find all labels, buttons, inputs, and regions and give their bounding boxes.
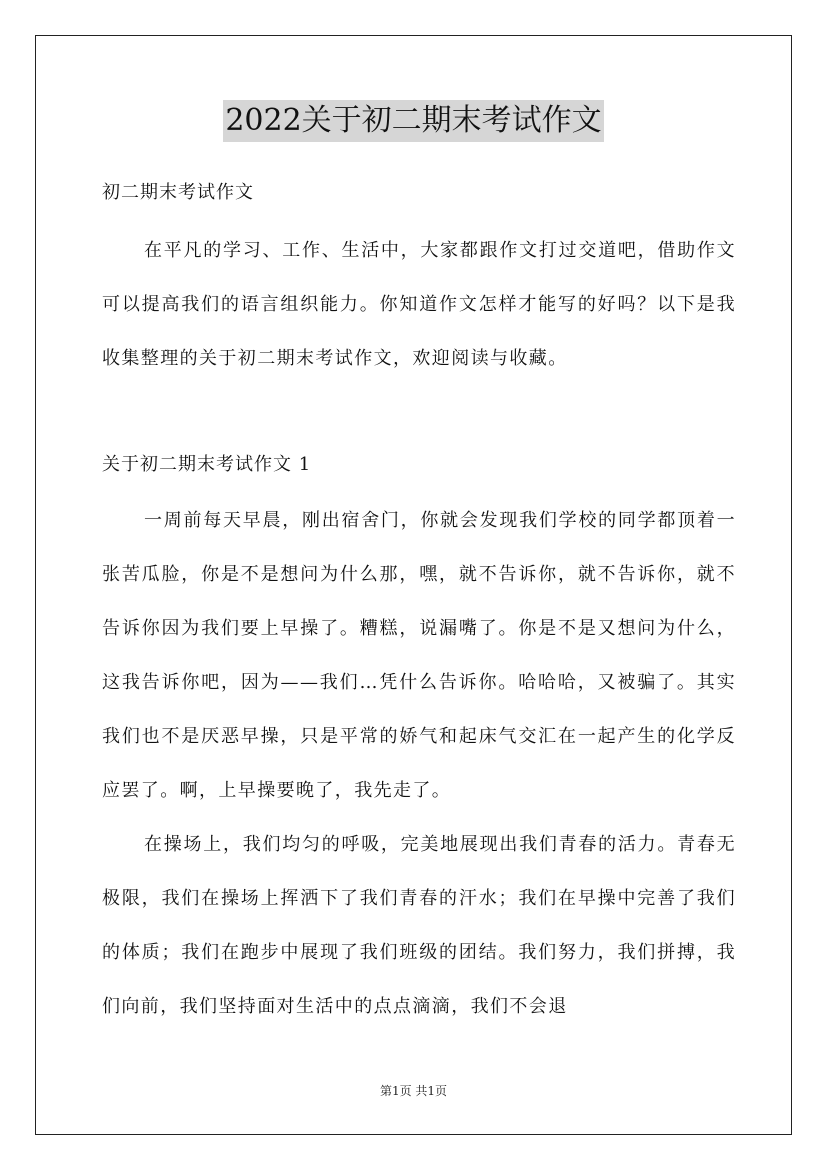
title-container — [0, 100, 827, 142]
page-footer: 第1页 共1页 — [379, 1084, 448, 1098]
body-paragraph-1: 一周前每天早晨，刚出宿舍门，你就会发现我们学校的同学都顶着一张苦瓜脸，你是不是想问为什么那，嘿，就不告诉你，就不告诉你，就不告诉你因为我们要上早操了。糟糕，说漏嘴了。你是不是又想问为什么，这我告诉你吧，因为——我们…凭什么告诉你。哈哈哈，又被骗了。其实我们也不是厌恶早操，只是平常的娇气和起床气交汇在一起产生的化学反应罢了。啊，上早操要晚了，我先走了。 — [102, 510, 736, 801]
body-paragraph-2: 在操场上，我们均匀的呼吸，完美地展现出我们青春的活力。青春无极限，我们在操场上挥洒下了我们青春的汗水；我们在早操中完善了我们的体质；我们在跑步中展现了我们班级的团结。我们努力，我们拼搏，我们向前，我们坚持面对生活中的点点滴滴，我们不会退 — [102, 834, 736, 1017]
document-subtitle: 初二期末考试作文 — [102, 182, 254, 203]
document-title: 2022关于初二期末考试作文 — [223, 100, 603, 142]
section-heading: 关于初二期末考试作文 1 — [102, 454, 312, 475]
intro-paragraph: 在平凡的学习、工作、生活中，大家都跟作文打过交道吧，借助作文可以提高我们的语言组织能力。你知道作文怎样才能写的好吗？以下是我收集整理的关于初二期末考试作文，欢迎阅读与收藏。 — [102, 240, 736, 369]
